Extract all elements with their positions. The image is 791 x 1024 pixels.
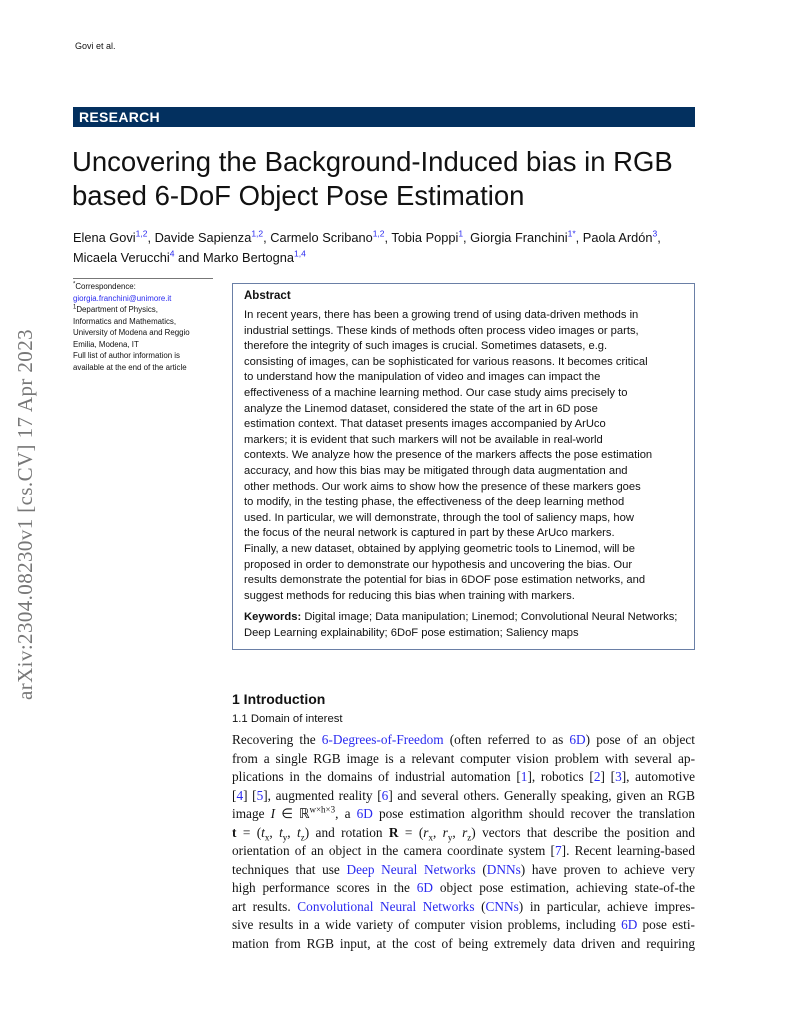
body-line — [232, 731, 695, 750]
author-name: Giorgia Franchini — [470, 230, 568, 245]
abstract-line: the focus of the neural network is captured in part by these ArUco markers. — [244, 527, 615, 540]
text-run: t — [232, 824, 237, 840]
text-run: ) pose of an object — [585, 732, 696, 747]
author-line — [73, 248, 703, 268]
author-separator: , — [147, 230, 155, 245]
text-run: plications in the domains of industrial automation [ — [232, 769, 521, 785]
text-run: x — [428, 832, 433, 843]
text-run: mation from RGB input, at the cost of being extremely data driven and requiring — [232, 936, 695, 952]
subsection-heading: 1.1 Domain of interest — [232, 713, 343, 725]
author-separator: , — [263, 230, 271, 245]
citation-link[interactable]: DNNs — [486, 861, 521, 877]
text-run: object pose estimation, achieving state-of-the — [433, 880, 695, 896]
text-run: t — [297, 824, 301, 840]
author-affiliation[interactable]: 3 — [652, 228, 658, 239]
title-line: based 6-DoF Object Pose Estimation — [72, 180, 525, 211]
abstract-line: industrial settings. These kinds of methods often process video images or parts, — [244, 324, 639, 337]
text-run: w×h×3 — [309, 804, 336, 815]
author-affiliation[interactable]: 1 — [458, 228, 464, 239]
section-label-bar: RESEARCH — [73, 107, 695, 127]
keywords-text: Digital image; Data manipulation; Linemod; Convolutional Neural Networks; Deep Learning explainability; 6DoF pose estimation; Saliency maps — [244, 611, 678, 639]
aff-line: Informatics and Mathematics, — [73, 316, 177, 326]
body-line — [232, 842, 695, 861]
text-run: ] [ — [243, 787, 257, 803]
body-line — [232, 805, 695, 824]
citation-link[interactable]: 4 — [236, 787, 244, 803]
text-run: sive results in a wide variety of computer vision problems, including — [232, 917, 622, 933]
citation-link[interactable]: 6D — [621, 917, 638, 933]
note-line: available at the end of the article — [73, 362, 187, 372]
abstract-line: accuracy, and how this bias may be mitigated through data augmentation and — [244, 464, 628, 477]
abstract-line: contexts. We analyze how the presence of the markers affects the pose estimation — [244, 449, 653, 462]
text-run: , — [452, 824, 463, 840]
text-run: (often referred to as — [443, 732, 570, 747]
body-line — [232, 768, 695, 787]
author-name: Paola Ardón — [582, 230, 653, 245]
abstract-line: therefore the integrity of such images is crucial. Sometimes datasets, e.g. — [244, 340, 608, 353]
abstract-line: markers; it is evident that such markers will not be available in real-world — [244, 433, 603, 446]
body-line — [232, 750, 695, 769]
body-line — [232, 824, 695, 843]
abstract-line: suggest methods for reducing this bias when training with markers. — [244, 589, 575, 602]
abstract-line: analyze the Linemod dataset, considered the state of the art in 6D pose — [244, 402, 598, 415]
text-run: orientation of an object in the camera coordinate system [ — [232, 843, 555, 859]
aff-mark: 1 — [73, 304, 77, 311]
text-run: ], automotive — [621, 769, 696, 785]
text-run: y — [282, 832, 288, 843]
arxiv-stamp: arXiv:2304.08230v1 [cs.CV] 17 Apr 2023 — [13, 328, 37, 700]
citation-link[interactable]: Deep Neural Networks — [346, 861, 476, 877]
citation-link[interactable]: 6D — [356, 806, 373, 822]
author-separator: , — [657, 230, 665, 245]
keywords-label: Keywords: — [244, 611, 302, 623]
citation-link[interactable]: Convolutional Neural Networks — [297, 898, 475, 914]
aff-line: Department of Physics, — [76, 305, 158, 314]
author-affiliation[interactable]: 1,4 — [293, 248, 306, 259]
text-run: r — [462, 824, 468, 840]
citation-link[interactable]: CNNs — [485, 898, 519, 914]
abstract-line: Finally, a new dataset, obtained by applying geometric tools to Linemod, will be — [244, 542, 635, 555]
text-run: ) vectors that describe the position and — [471, 824, 696, 840]
correspondence-sidebar — [73, 281, 218, 373]
corr-mark: * — [73, 281, 76, 288]
author-name: Micaela Verucchi — [73, 249, 170, 265]
body-line — [232, 935, 695, 954]
text-run: , a — [335, 806, 357, 822]
citation-link[interactable]: 7 — [554, 843, 562, 859]
author-separator: , — [384, 230, 392, 245]
aff-line: Emilia, Modena, IT — [73, 339, 139, 349]
aff-line: University of Modena and Reggio — [73, 328, 190, 337]
text-run: Recovering the — [232, 732, 322, 747]
body-line — [232, 898, 695, 917]
text-run: t — [279, 824, 283, 840]
text-run: ( — [474, 898, 486, 914]
note-line: Full list of author information is — [73, 351, 181, 360]
citation-link[interactable]: 2 — [593, 769, 601, 785]
abstract-line: proposed in order to demonstrate our hypothesis and uncovering the bias. Our — [244, 558, 633, 571]
abstract-line: other methods. Our work aims to show how the presence of these markers goes — [244, 480, 641, 493]
text-run: art results. — [232, 898, 298, 914]
author-name: Carmelo Scribano — [270, 230, 373, 245]
text-run: image — [232, 806, 271, 822]
citation-link[interactable]: 6D — [569, 732, 586, 747]
text-run: ) and rotation — [304, 824, 389, 840]
text-run: techniques that use — [232, 861, 347, 877]
author-line — [73, 228, 703, 248]
text-run: = ( — [236, 824, 262, 840]
text-run: , — [287, 824, 298, 840]
paper-title — [72, 145, 712, 213]
corr-label: Correspondence: — [75, 282, 136, 291]
text-run: t — [261, 824, 265, 840]
text-run: ∈ ℝ — [275, 806, 310, 822]
text-run: pose esti- — [637, 917, 695, 933]
text-run: [ — [232, 787, 237, 803]
text-run: ) have proven to achieve very — [520, 861, 695, 877]
abstract-line: to modify, in the testing phase, the effectiveness of the deep learning method — [244, 496, 625, 509]
text-run: ], augmented reality [ — [263, 787, 382, 803]
text-run: I — [270, 806, 276, 822]
author-name: Tobia Poppi — [391, 230, 459, 245]
abstract-heading: Abstract — [244, 290, 291, 302]
text-run: ] and several others. Generally speaking, given an RGB — [388, 787, 695, 803]
text-run: R — [388, 824, 399, 840]
text-run: = ( — [398, 824, 424, 840]
keywords — [244, 609, 686, 641]
citation-link[interactable]: 6-Degrees-of-Freedom — [321, 732, 444, 747]
citation-link[interactable]: 3 — [615, 769, 622, 785]
author-name: Marko Bertogna — [202, 249, 294, 265]
text-run: ) in particular, achieve impres- — [518, 898, 695, 914]
text-run: y — [447, 832, 453, 843]
text-run: pose estimation algorithm should recover the translation — [372, 806, 695, 822]
author-affiliation[interactable]: 1,2 — [135, 228, 148, 239]
text-run: high performance scores in the — [232, 880, 417, 896]
body-line — [232, 879, 695, 898]
sidebar-divider — [73, 278, 213, 279]
citation-link[interactable]: 5 — [256, 787, 264, 803]
abstract-line: used. In particular, we will demonstrate, through the tool of saliency maps, how — [244, 511, 634, 524]
abstract-line: to understand how the manipulation of video and images can impact the — [244, 371, 601, 384]
abstract-line: In recent years, there has been a growing trend of using data-driven methods in — [244, 309, 639, 321]
author-separator: , — [575, 230, 583, 245]
text-run: ]. Recent learning-based — [561, 843, 695, 859]
body-line — [232, 787, 695, 806]
author-affiliation[interactable]: 4 — [169, 248, 175, 259]
text-run: from a single RGB image is a relevant computer vision problem with several ap- — [232, 750, 695, 766]
author-name: Davide Sapienza — [154, 230, 252, 245]
abstract-line: results demonstrate the potential for bias in 6DOF pose estimation networks, and — [244, 574, 646, 587]
text-run: , — [269, 824, 280, 840]
author-separator: , — [463, 230, 471, 245]
text-run: x — [264, 832, 270, 843]
body-line — [232, 916, 695, 935]
author-name: Elena Govi — [73, 230, 136, 245]
citation-link[interactable]: 1 — [520, 769, 528, 785]
author-affiliation[interactable]: 1,2 — [372, 228, 385, 239]
abstract-line: estimation context. That dataset presents images accompanied by ArUco — [244, 418, 606, 431]
author-affiliation[interactable]: 1,2 — [251, 228, 264, 239]
author-list — [73, 228, 703, 267]
abstract-text — [244, 308, 686, 604]
text-run: , — [432, 824, 443, 840]
text-run: ( — [475, 861, 487, 877]
running-head: Govi et al. — [75, 41, 116, 51]
text-run: z — [467, 832, 472, 843]
author-affiliation[interactable]: 1* — [567, 228, 576, 239]
text-run: z — [300, 832, 305, 843]
email-link[interactable]: giorgia.franchini@unimore.it — [73, 293, 172, 303]
citation-link[interactable]: 6D — [416, 880, 434, 896]
citation-link[interactable]: 6 — [381, 787, 389, 803]
title-line: Uncovering the Background-Induced bias in RGB — [72, 146, 673, 177]
intro-body — [232, 731, 695, 954]
text-run: ] [ — [600, 769, 616, 785]
text-run: r — [423, 824, 429, 840]
section-heading: 1 Introduction — [232, 691, 326, 707]
abstract-line: effectiveness of a machine learning method. Our case study aims precisely to — [244, 386, 628, 399]
text-run: r — [442, 824, 448, 840]
text-run: ], robotics [ — [527, 769, 594, 785]
author-separator: and — [174, 249, 203, 265]
abstract-line: consisting of images, can be sophisticated for various reasons. It becomes critical — [244, 355, 648, 368]
body-line — [232, 861, 695, 880]
